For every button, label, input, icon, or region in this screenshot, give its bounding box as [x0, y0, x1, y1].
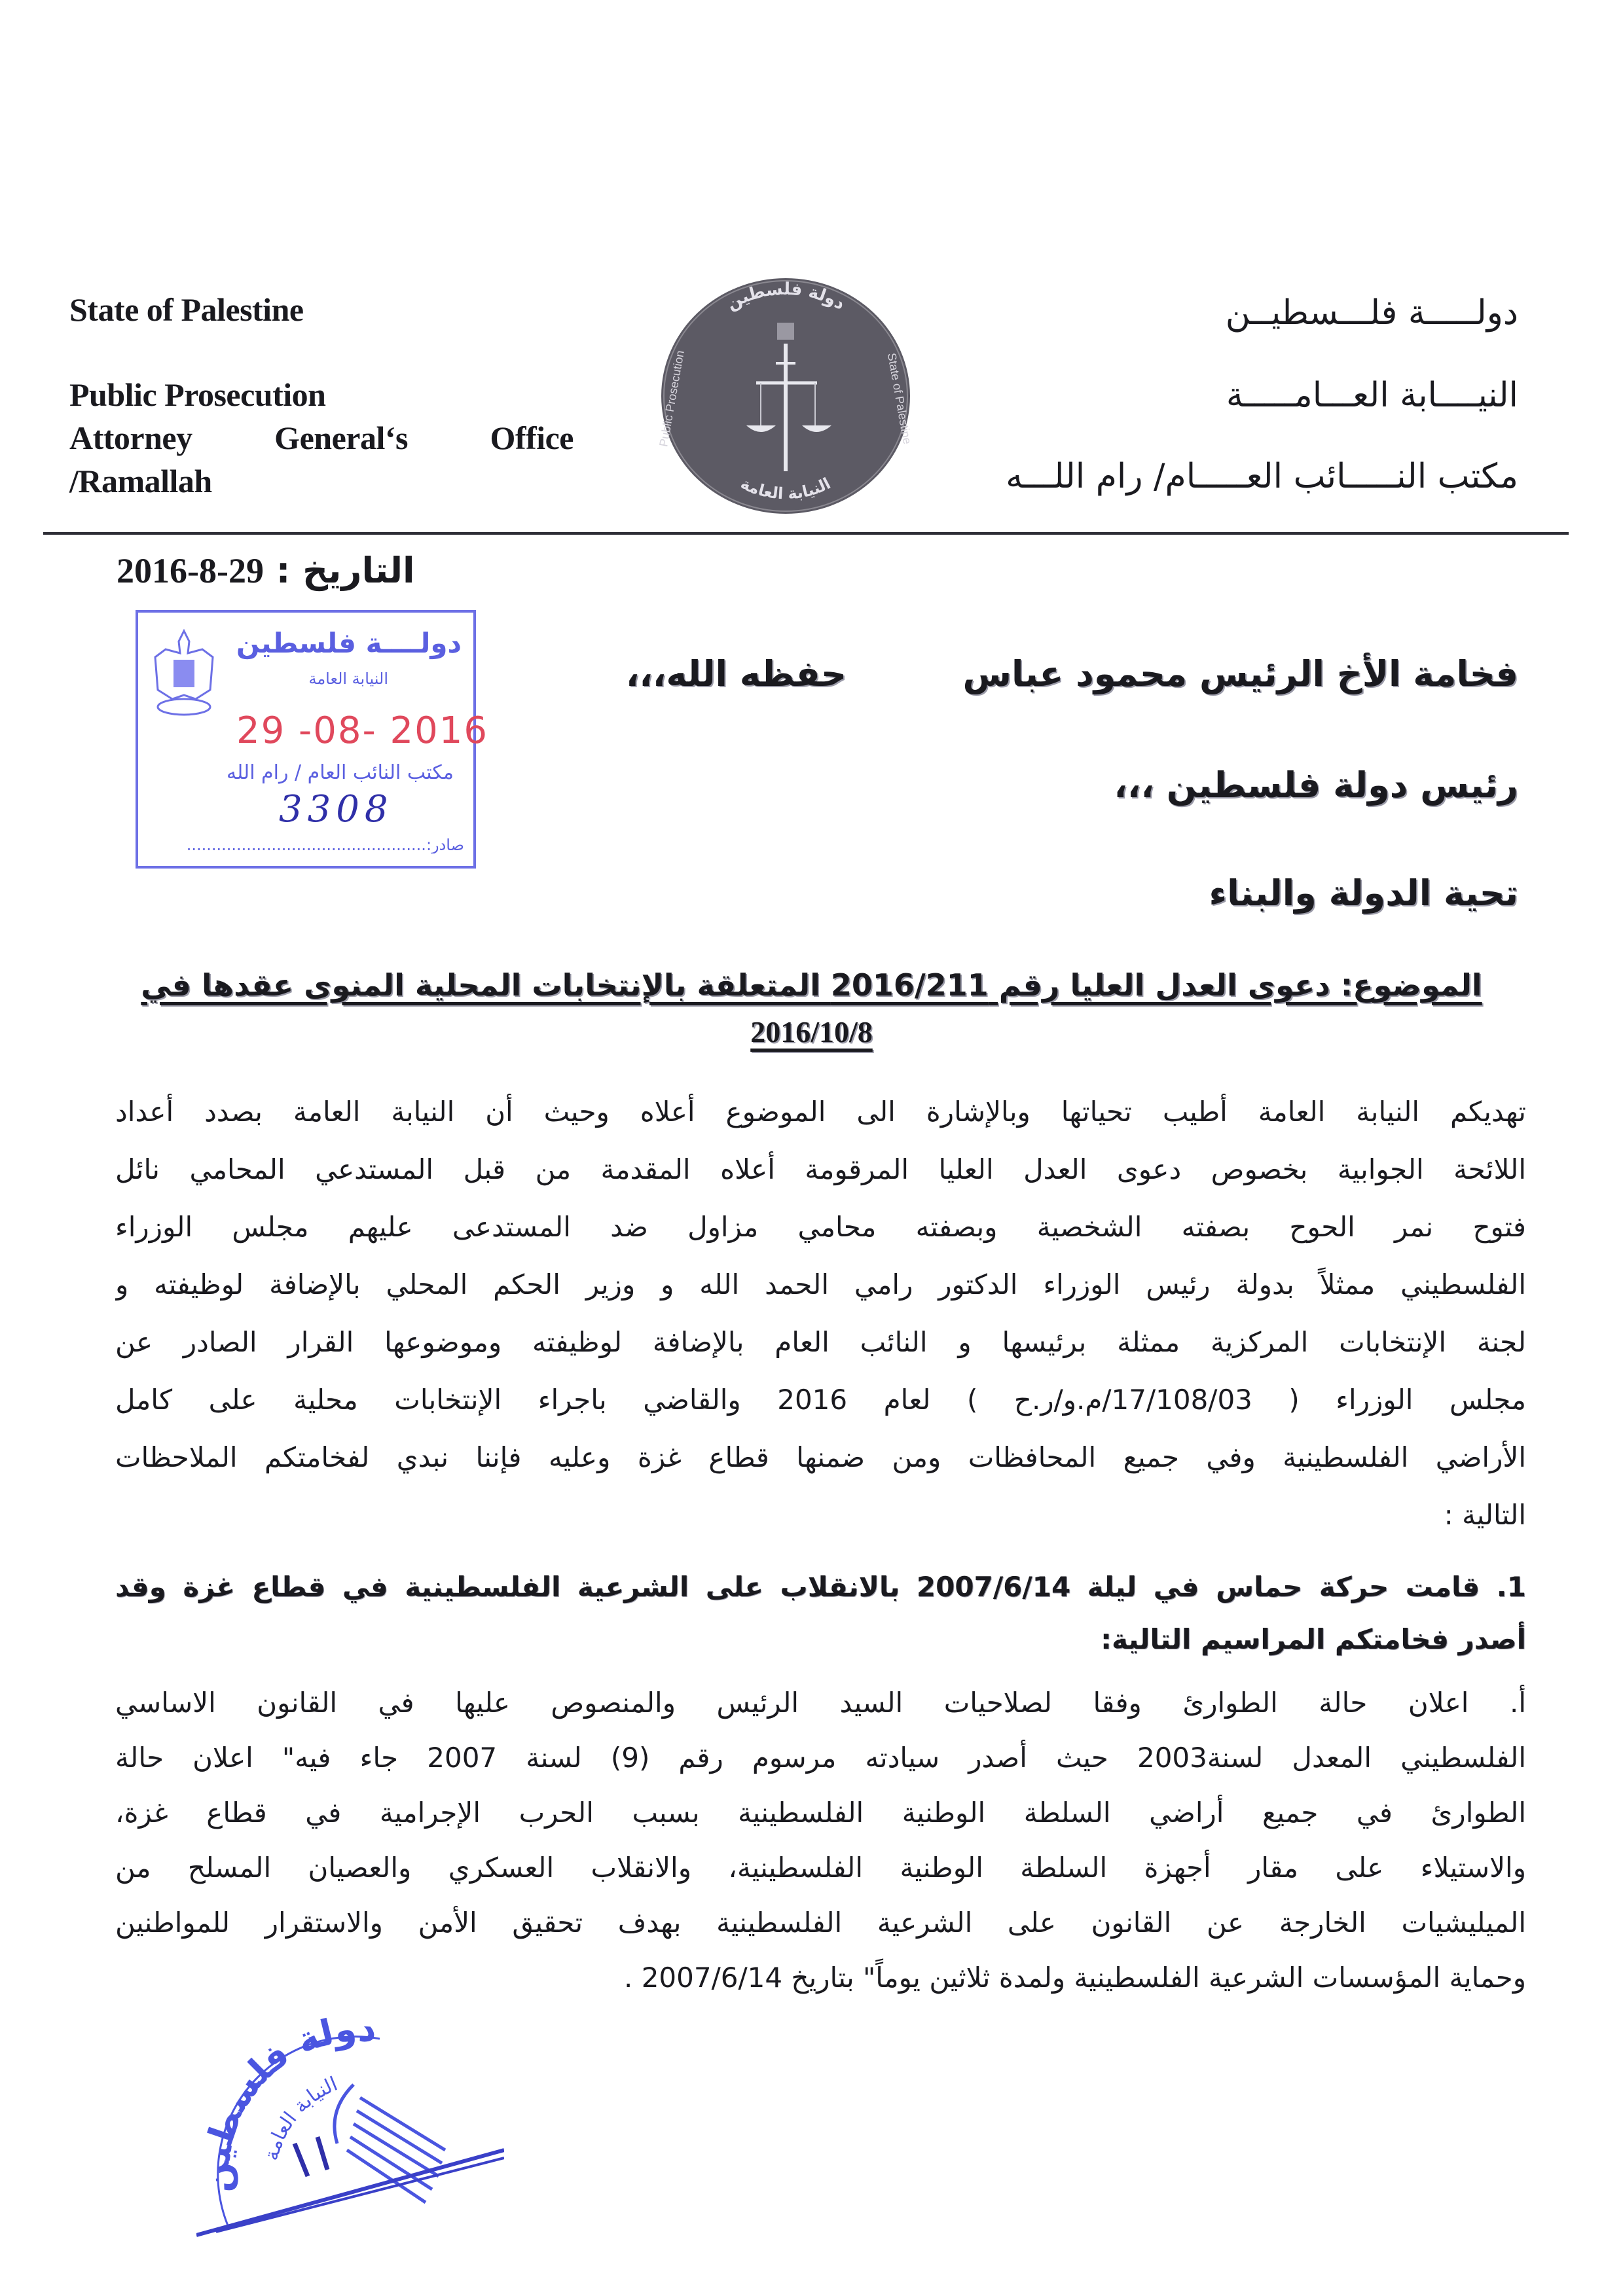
incoming-stamp	[136, 610, 489, 869]
header-english-office-word: Office	[490, 420, 574, 456]
body-line: أ. اعلان حالة الطوارئ وفقا لصلاحيات السيد الرئيس والمنصوص عليها في القانون الاساسي	[115, 1687, 1526, 1719]
stamp-subtitle: النيابة العامة	[308, 670, 388, 688]
seal-arabic-bottom: النيابة العامة	[737, 474, 834, 503]
header-arabic-dept: النيــــابة العـــامـــــة	[1226, 376, 1518, 415]
prosecution-seal-icon	[648, 265, 923, 524]
salutation-blessing: حفظه الله،،،	[625, 653, 847, 694]
seal-english-left: Public Prosecution	[657, 349, 687, 448]
header-english-office	[69, 422, 574, 454]
document-date	[117, 550, 415, 591]
header-english-state: State of Palestine	[69, 291, 304, 328]
body-line: التالية :	[1444, 1499, 1526, 1531]
stamp-outgoing-line	[145, 836, 464, 853]
subject	[92, 962, 1531, 1056]
seal-arabic-top: دولة فلسطين	[723, 279, 848, 314]
header-arabic-office: مكتب النـــــائب العـــــام/ رام اللـــه	[1006, 457, 1518, 496]
body-line: مجلس الوزراء ( 17/108/03/م.و/ر.ح ) لعام 2016 والقاضي باجراء الإنتخابات محلية على كامل	[115, 1384, 1526, 1416]
eagle-emblem-icon	[150, 627, 218, 719]
body-line: الطوارئ في جميع أراضي السلطة الوطنية الفلسطينية بسبب الحرب الإجرامية في قطاع غزة،	[115, 1797, 1526, 1829]
salutation-line-2: رئيس دولة فلسطين ،،،	[1114, 764, 1518, 806]
stamp-office: مكتب النائب العام / رام الله	[227, 761, 454, 784]
body-line: 1. قامت حركة حماس في ليلة 2007/6/14 بالانقلاب على الشرعية الفلسطينية في قطاع غزة وقد	[115, 1571, 1526, 1603]
signature-seal-inner-text: النيابة العامة	[259, 2072, 341, 2163]
stamp-outgoing-dots: ................................................	[186, 836, 426, 854]
header-arabic-state: دولـــــة فلـــسطيــن	[1225, 293, 1518, 332]
header-english-city: /Ramallah	[69, 463, 212, 499]
subject-line-2: 2016/10/8	[750, 1015, 873, 1049]
stamp-date: 29 -08- 2016	[236, 709, 489, 752]
header-english-dept: Public Prosecution	[69, 376, 326, 413]
body-line: وحماية المؤسسات الشرعية الفلسطينية ولمدة ثلاثين يوماً" بتاريخ 2007/6/14 .	[623, 1962, 1526, 1994]
salutation-line-3: تحية الدولة والبناء	[1209, 872, 1518, 914]
header-english-office-word: Attorney	[69, 420, 192, 456]
header-divider	[43, 532, 1569, 535]
salutation-line-1	[626, 655, 1518, 693]
body-line: فتوح نمر الحوح بصفته الشخصية وبصفته محامي مزاول ضد المستدعى عليهم مجلس الوزراء	[115, 1211, 1526, 1243]
subject-line-1: الموضوع: دعوى العدل العليا رقم 2016/211 المتعلقة بالإنتخابات المحلية المنوى عقدها في	[141, 967, 1482, 1003]
body-line: والاستيلاء على مقار أجهزة السلطة الوطنية الفلسطينية، والانقلاب العسكري والعصيان المسلح من	[115, 1852, 1526, 1884]
stamp-outgoing-label: صادر:	[426, 836, 464, 854]
salutation-addressee: فخامة الأخ الرئيس محمود عباس	[962, 653, 1518, 694]
signature-seal-icon	[196, 2013, 504, 2274]
stamp-outgoing-number: 3308	[279, 788, 393, 831]
body-point-1a	[115, 1676, 1526, 2005]
body-intro-paragraph	[115, 1083, 1526, 1544]
body-line: اللائحة الجوابية بخصوص دعوى العدل العليا المرقومة أعلاه المقدمة من قبل المستدعي المحامي نائل	[115, 1153, 1526, 1185]
header-english-office-word: General‘s	[274, 420, 408, 456]
body-line: الأراضي الفلسطينية وفي جميع المحافظات ومن ضمنها قطاع غزة وعليه فإننا نبدي لفخامتكم الملاحظات	[115, 1441, 1526, 1473]
body-line: الميليشيات الخارجة عن القانون على الشرعية الفلسطينية بهدف تحقيق الأمن والاستقرار للمواطنين	[115, 1907, 1526, 1939]
seal-english-right: State of Palestine	[884, 351, 915, 446]
body-point-1	[115, 1561, 1526, 1666]
signature-seal-outer-text: دولة فلسطين	[196, 2013, 378, 2194]
body-line: لجنة الإنتخابات المركزية ممثلة برئيسها و النائب العام بالإضافة لوظيفته وموضوعها القرار الصادر عن	[115, 1326, 1526, 1358]
date-label: التاريخ :	[276, 550, 415, 591]
body-line: تهديكم النيابة العامة أطيب تحياتها وبالإشارة الى الموضوع أعلاه وحيث أن النيابة العامة بصدد أعداد	[115, 1096, 1526, 1128]
body-line: أصدر فخامتكم المراسيم التالية:	[1101, 1623, 1526, 1655]
body-line: الفلسطيني المعدل لسنة2003 حيث أصدر سيادته مرسوم رقم (9) لسنة 2007 جاء فيه" اعلان حالة	[115, 1742, 1526, 1774]
stamp-title: دولــــة فلسطين	[236, 627, 462, 659]
body-line: الفلسطيني ممثلاً بدولة رئيس الوزراء الدكتور رامي الحمد الله و وزير الحكم المحلي بالإضافة لوظيفته و	[115, 1268, 1526, 1300]
date-value: 29-8-2016	[117, 551, 264, 590]
